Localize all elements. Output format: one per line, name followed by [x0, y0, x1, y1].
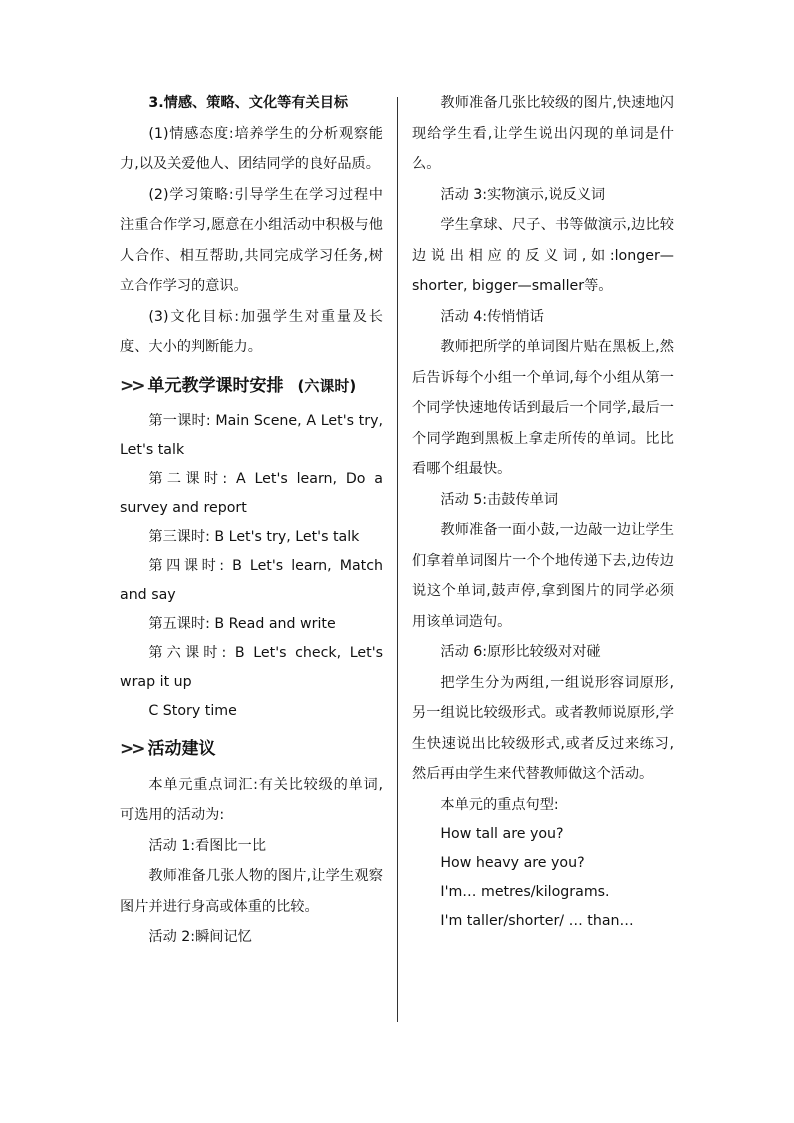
lesson-item: 第四课时: B Let's learn, Match and say [120, 557, 383, 603]
key-sentence: I'm taller/shorter/ … than… [440, 913, 634, 929]
activity-6-text: 把学生分为两组,一组说形容词原形,另一组说比较级形式。或者教师说原形,学生快速说出比较级形式,或者反过来练习,然后再由学生来代替教师做这个活动。 [412, 674, 674, 782]
key-sentences-title: 本单元的重点句型: [440, 796, 559, 813]
goal3-paragraph-3: (3)文化目标:加强学生对重量及长度、大小的判断能力。 [120, 308, 383, 355]
activity-1-text: 教师准备几张人物的图片,让学生观察图片并进行身高或体重的比较。 [120, 868, 383, 915]
activity-5-text: 教师准备一面小鼓,一边敲一边让学生们拿着单词图片一个个地传递下去,边传边说这个单词,鼓声停,拿到图片的同学必须用该单词造句。 [412, 522, 674, 630]
goal3-paragraph-1: (1)情感态度:培养学生的分析观察能力,以及关爱他人、团结同学的良好品质。 [120, 125, 383, 172]
schedule-heading [120, 369, 383, 403]
key-sentence: I'm… metres/kilograms. [440, 884, 610, 900]
schedule-heading-text: 单元教学课时安排 [147, 375, 284, 396]
lesson-item: 第一课时: Main Scene, A Let's try, Let's talk [120, 412, 383, 458]
activity-6-title: 活动 6:原形比较级对对碰 [440, 644, 601, 660]
key-sentence: How heavy are you? [440, 855, 585, 871]
activity-heading [120, 732, 383, 766]
column-divider [397, 97, 398, 1022]
activity-4-text: 教师把所学的单词图片贴在黑板上,然后告诉每个小组一个单词,每个小组从第一个同学快速地传话到最后一个同学,最后一个同学跑到黑板上拿走所传的单词。比比看哪个组最快。 [412, 339, 674, 477]
activity-4-title: 活动 4:传悄悄话 [440, 308, 544, 325]
activity-2-text: 教师准备几张比较级的图片,快速地闪现给学生看,让学生说出闪现的单词是什么。 [412, 95, 674, 172]
double-chevron-icon: >> [120, 375, 143, 396]
right-column [412, 88, 674, 936]
left-column [120, 88, 383, 953]
key-sentence: How tall are you? [440, 826, 564, 842]
lesson-item: 第二课时: A Let's learn, Do a survey and report [120, 470, 383, 516]
activity-1-title: 活动 1:看图比一比 [148, 837, 267, 854]
lesson-item: 第五课时: B Read and write [148, 615, 336, 632]
activity-heading-text: 活动建议 [147, 738, 216, 759]
activity-5-title: 活动 5:击鼓传单词 [440, 491, 559, 508]
activity-3-title: 活动 3:实物演示,说反义词 [440, 186, 606, 203]
lesson-item: 第三课时: B Let's try, Let's talk [148, 528, 360, 545]
double-chevron-icon: >> [120, 738, 143, 759]
schedule-heading-note: (六课时) [297, 376, 357, 395]
activity-3-text: 学生拿球、尺子、书等做演示,边比较边说出相应的反义词,如:longer—shorter, bigger—smaller等。 [412, 217, 674, 294]
goal3-paragraph-2: (2)学习策略:引导学生在学习过程中注重合作学习,愿意在小组活动中积极与他人合作、相互帮助,共同完成学习任务,树立合作学习的意识。 [120, 186, 383, 294]
lesson-item: 第六课时: B Let's check, Let's wrap it up [120, 644, 383, 690]
activity-intro: 本单元重点词汇:有关比较级的单词,可选用的活动为: [120, 776, 383, 823]
activity-2-title: 活动 2:瞬间记忆 [148, 929, 252, 945]
goal3-title: 3.情感、策略、文化等有关目标 [148, 95, 349, 111]
lesson-item: C Story time [148, 702, 237, 719]
